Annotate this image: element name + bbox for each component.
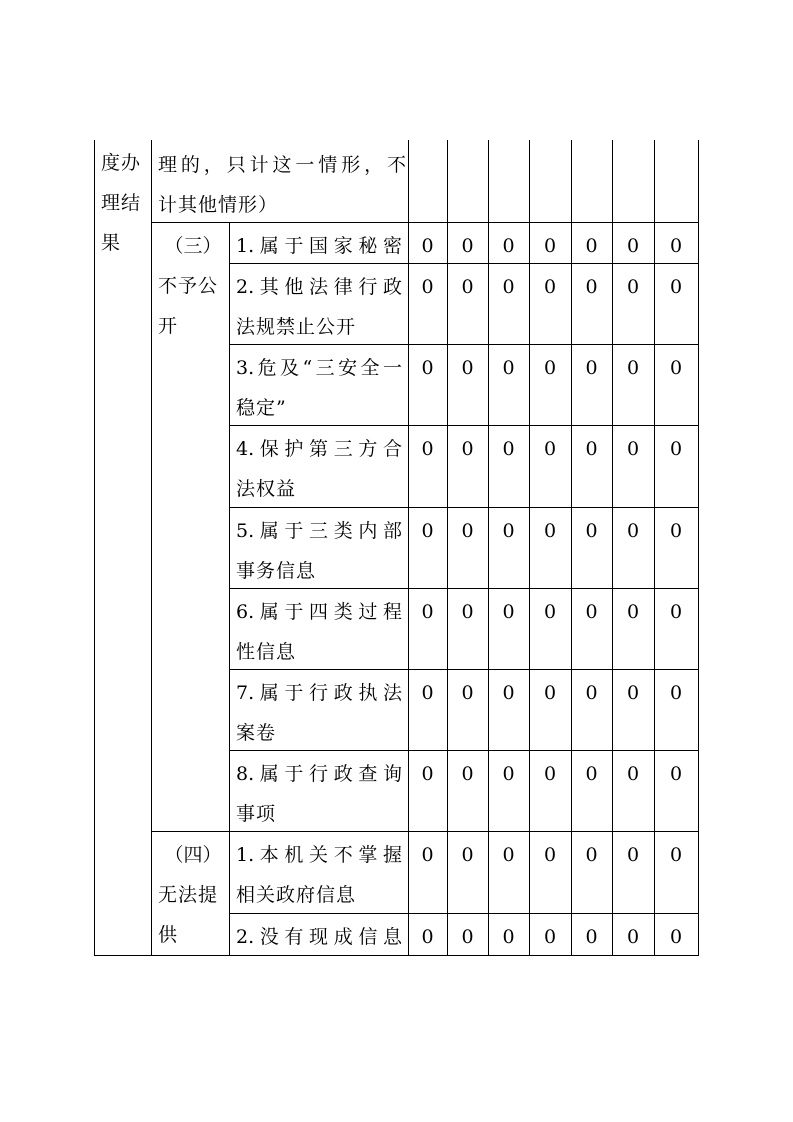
category-label: 果 xyxy=(101,232,122,254)
value-cell: 0 xyxy=(669,844,683,866)
value-cell: 0 xyxy=(543,235,557,257)
group-label: （四） xyxy=(164,844,222,866)
row-item-label: 2.没有现成信息 xyxy=(236,926,402,948)
table-border-left xyxy=(94,140,95,956)
value-cell: 0 xyxy=(461,276,474,298)
value-cell: 0 xyxy=(461,763,474,785)
row-item-label: 7.属于行政执法 xyxy=(236,682,402,704)
value-cell: 0 xyxy=(585,844,598,866)
value-cell: 0 xyxy=(669,601,683,623)
column-divider xyxy=(151,140,152,956)
value-cell: 0 xyxy=(421,357,434,379)
continuation-text: 计其他情形） xyxy=(158,194,279,216)
value-cell: 0 xyxy=(626,682,640,704)
value-cell: 0 xyxy=(669,520,683,542)
value-cell: 0 xyxy=(543,438,557,460)
value-cell: 0 xyxy=(543,844,557,866)
group-label: 供 xyxy=(158,924,179,946)
value-cell: 0 xyxy=(502,235,515,257)
row-item-label: 5.属于三类内部 xyxy=(236,520,402,542)
group-label: （三） xyxy=(164,235,222,257)
row-item-label: 事项 xyxy=(236,803,277,825)
row-item-label: 稳定” xyxy=(236,397,287,419)
value-cell: 0 xyxy=(461,682,474,704)
value-cell: 0 xyxy=(502,601,515,623)
value-cell: 0 xyxy=(543,926,557,948)
value-cell: 0 xyxy=(421,763,434,785)
value-cell: 0 xyxy=(626,763,640,785)
value-cell: 0 xyxy=(543,357,557,379)
value-cell: 0 xyxy=(461,601,474,623)
row-item-label: 1.本机关不掌握 xyxy=(236,844,402,866)
value-cell: 0 xyxy=(502,682,515,704)
group-label: 无法提 xyxy=(158,884,219,906)
group-label: 开 xyxy=(158,315,179,337)
row-item-label: 案卷 xyxy=(236,722,277,744)
row-item-label: 4.保护第三方合 xyxy=(236,438,402,460)
value-cell: 0 xyxy=(543,601,557,623)
value-cell: 0 xyxy=(461,438,474,460)
row-item-label: 法权益 xyxy=(236,478,297,500)
value-cell: 0 xyxy=(626,235,640,257)
row-item-label: 2.其他法律行政 xyxy=(236,276,402,298)
value-cell: 0 xyxy=(669,235,683,257)
value-cell: 0 xyxy=(543,763,557,785)
value-cell: 0 xyxy=(421,276,434,298)
value-cell: 0 xyxy=(585,276,598,298)
value-cell: 0 xyxy=(461,357,474,379)
value-cell: 0 xyxy=(502,844,515,866)
value-cell: 0 xyxy=(585,682,598,704)
value-cell: 0 xyxy=(421,601,434,623)
value-cell: 0 xyxy=(421,235,434,257)
row-item-label: 1.属于国家秘密 xyxy=(236,235,402,257)
value-cell: 0 xyxy=(543,520,557,542)
row-item-label: 8.属于行政查询 xyxy=(236,763,402,785)
row-divider xyxy=(151,831,699,832)
value-cell: 0 xyxy=(502,357,515,379)
row-item-label: 法规禁止公开 xyxy=(236,316,357,338)
row-item-label: 相关政府信息 xyxy=(236,884,357,906)
value-cell: 0 xyxy=(626,926,640,948)
value-cell: 0 xyxy=(502,520,515,542)
value-cell: 0 xyxy=(461,520,474,542)
category-label: 理结 xyxy=(101,192,142,214)
value-cell: 0 xyxy=(461,844,474,866)
value-cell: 0 xyxy=(461,235,474,257)
value-cell: 0 xyxy=(502,926,515,948)
value-cell: 0 xyxy=(421,520,434,542)
value-cell: 0 xyxy=(669,926,683,948)
group-label: 不予公 xyxy=(158,275,219,297)
value-cell: 0 xyxy=(421,438,434,460)
value-cell: 0 xyxy=(669,357,683,379)
value-cell: 0 xyxy=(502,438,515,460)
category-label: 度办 xyxy=(101,152,142,174)
value-cell: 0 xyxy=(421,844,434,866)
value-cell: 0 xyxy=(502,763,515,785)
value-cell: 0 xyxy=(626,520,640,542)
value-cell: 0 xyxy=(626,276,640,298)
column-divider xyxy=(229,222,230,956)
row-item-label: 6.属于四类过程 xyxy=(236,601,402,623)
value-cell: 0 xyxy=(669,763,683,785)
value-cell: 0 xyxy=(626,438,640,460)
row-item-label: 性信息 xyxy=(236,641,297,663)
value-cell: 0 xyxy=(543,276,557,298)
value-cell: 0 xyxy=(585,357,598,379)
row-item-label: 事务信息 xyxy=(236,560,317,582)
value-cell: 0 xyxy=(669,438,683,460)
value-cell: 0 xyxy=(585,235,598,257)
value-cell: 0 xyxy=(502,276,515,298)
value-cell: 0 xyxy=(669,682,683,704)
value-cell: 0 xyxy=(585,438,598,460)
value-cell: 0 xyxy=(585,763,598,785)
value-cell: 0 xyxy=(421,682,434,704)
value-cell: 0 xyxy=(543,682,557,704)
value-cell: 0 xyxy=(626,601,640,623)
row-item-label: 3.危及“三安全一 xyxy=(236,357,402,379)
value-cell: 0 xyxy=(421,926,434,948)
value-cell: 0 xyxy=(626,357,640,379)
value-cell: 0 xyxy=(669,276,683,298)
value-cell: 0 xyxy=(585,926,598,948)
value-cell: 0 xyxy=(461,926,474,948)
value-cell: 0 xyxy=(585,601,598,623)
value-cell: 0 xyxy=(626,844,640,866)
continuation-text: 理的，只计这一情形，不 xyxy=(158,154,406,176)
value-cell: 0 xyxy=(585,520,598,542)
